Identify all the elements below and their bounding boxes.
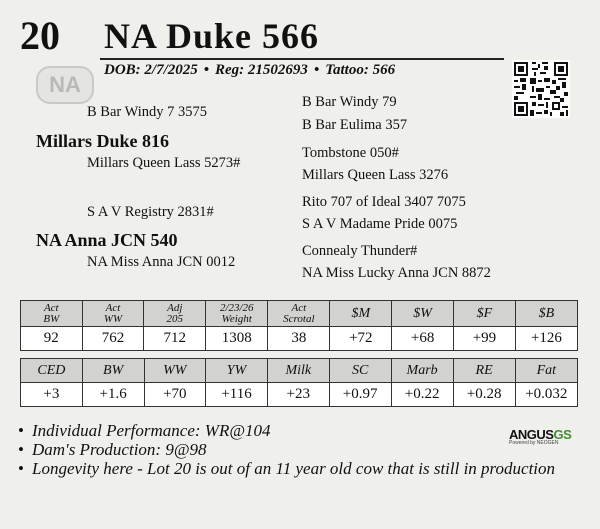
header-marb: Marb bbox=[391, 359, 453, 383]
value-weight: 1308 bbox=[206, 327, 268, 351]
title-rule bbox=[100, 58, 504, 60]
value-ww: +70 bbox=[144, 383, 206, 407]
value-yw: +116 bbox=[206, 383, 268, 407]
angus-gs-logo bbox=[509, 427, 571, 446]
separator: • bbox=[313, 62, 320, 78]
pedigree-dam-sire-dam: S A V Madame Pride 0075 bbox=[302, 216, 458, 232]
value-milk: +23 bbox=[267, 383, 329, 407]
pedigree-sire-sire-dam: B Bar Eulima 357 bbox=[302, 117, 408, 133]
note-item: • Longevity here - Lot 20 is out of an 11 year old cow that is still in production bbox=[18, 459, 592, 478]
pedigree-dam-sire: S A V Registry 2831# bbox=[87, 204, 214, 220]
value-dollar-m: +72 bbox=[330, 327, 392, 351]
pedigree-sire-sire: B Bar Windy 7 3575 bbox=[87, 104, 207, 120]
value-dollar-f: +99 bbox=[454, 327, 516, 351]
pedigree-sire-dam-sire: Tombstone 050# bbox=[302, 145, 399, 161]
header-fat: Fat bbox=[515, 359, 577, 383]
epd-header-row bbox=[21, 359, 578, 383]
tattoo: Tattoo: 566 bbox=[325, 62, 396, 78]
value-act-bw: 92 bbox=[21, 327, 83, 351]
header-dollar-m: $M bbox=[330, 301, 392, 327]
value-fat: +0.032 bbox=[515, 383, 577, 407]
separator: • bbox=[203, 62, 210, 78]
pedigree-dam-dam-sire: Connealy Thunder# bbox=[302, 243, 418, 259]
value-bw: +1.6 bbox=[82, 383, 144, 407]
header-bw: BW bbox=[82, 359, 144, 383]
performance-value-row bbox=[21, 327, 578, 351]
value-dollar-b: +126 bbox=[515, 327, 577, 351]
registration: Reg: 21502693 bbox=[215, 62, 308, 78]
header-ced: CED bbox=[21, 359, 83, 383]
header-act-bw: Act BW bbox=[21, 301, 83, 327]
lot-number: 20 bbox=[20, 13, 60, 58]
dob: DOB: 2/7/2025 bbox=[104, 62, 198, 78]
header-adj-205: Adj 205 bbox=[144, 301, 206, 327]
header-weight: 2/23/26 Weight bbox=[206, 301, 268, 327]
header-act-scrotal: Act Scrotal bbox=[268, 301, 330, 327]
note-item: • Individual Performance: WR@104 bbox=[18, 421, 592, 440]
header-milk: Milk bbox=[267, 359, 329, 383]
epd-table bbox=[20, 358, 578, 407]
angus-suffix: GS bbox=[553, 427, 572, 442]
header-sc: SC bbox=[329, 359, 391, 383]
pedigree-sire-sire-sire: B Bar Windy 79 bbox=[302, 94, 397, 110]
pedigree-sire-dam-dam: Millars Queen Lass 3276 bbox=[302, 167, 449, 183]
pedigree-dam-dam-dam: NA Miss Lucky Anna JCN 8872 bbox=[302, 265, 491, 281]
value-marb: +0.22 bbox=[391, 383, 453, 407]
note-item: • Dam's Production: 9@98 bbox=[18, 440, 592, 459]
header-act-ww: Act WW bbox=[82, 301, 144, 327]
value-adj-205: 712 bbox=[144, 327, 206, 351]
angus-word: ANGUS bbox=[509, 427, 554, 442]
na-logo: NA bbox=[36, 66, 94, 104]
header-re: RE bbox=[453, 359, 515, 383]
value-re: +0.28 bbox=[453, 383, 515, 407]
value-dollar-w: +68 bbox=[392, 327, 454, 351]
pedigree-dam-dam: NA Miss Anna JCN 0012 bbox=[87, 254, 236, 270]
value-sc: +0.97 bbox=[329, 383, 391, 407]
header-dollar-f: $F bbox=[454, 301, 516, 327]
notes-list bbox=[18, 421, 592, 478]
value-ced: +3 bbox=[21, 383, 83, 407]
pedigree-dam-sire-sire: Rito 707 of Ideal 3407 7075 bbox=[302, 194, 466, 210]
animal-name: NA Duke 566 bbox=[104, 16, 320, 56]
pedigree-sire: Millars Duke 816 bbox=[36, 131, 169, 151]
angus-sub: Powered by NEOGEN bbox=[509, 440, 559, 446]
header-dollar-w: $W bbox=[392, 301, 454, 327]
qr-code[interactable] bbox=[512, 60, 570, 118]
pedigree-sire-dam: Millars Queen Lass 5273# bbox=[87, 155, 241, 171]
animal-info-line bbox=[104, 62, 395, 79]
header-ww: WW bbox=[144, 359, 206, 383]
value-act-scrotal: 38 bbox=[268, 327, 330, 351]
header-yw: YW bbox=[206, 359, 268, 383]
value-act-ww: 762 bbox=[82, 327, 144, 351]
pedigree-dam: NA Anna JCN 540 bbox=[36, 230, 178, 250]
header-dollar-b: $B bbox=[515, 301, 577, 327]
performance-header-row bbox=[21, 301, 578, 327]
epd-value-row bbox=[21, 383, 578, 407]
performance-table bbox=[20, 300, 578, 351]
